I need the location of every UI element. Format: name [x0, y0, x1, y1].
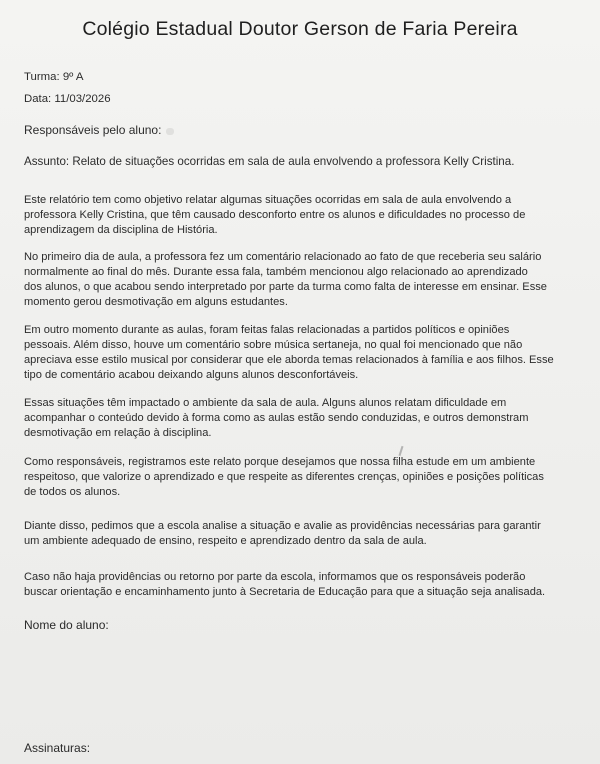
- paragraph-line: professora Kelly Cristina, que têm causado desconforto entre os alunos e dificuldades no processo de: [24, 209, 526, 221]
- paragraph-line: Essas situações têm impactado o ambiente da sala de aula. Alguns alunos relatam dificuldade em: [24, 397, 507, 409]
- paragraph-line: Diante disso, pedimos que a escola analise a situação e avalie as providências necessárias para garantir: [24, 520, 541, 532]
- paragraph-line: um ambiente adequado de ensino, respeito e aprendizado dentro da sala de aula.: [24, 535, 427, 547]
- student-name-label: Nome do aluno:: [24, 618, 109, 632]
- paragraph-line: acompanhar o conteúdo devido à forma como as aulas estão sendo conduzidas, e outros demonstram: [24, 412, 529, 424]
- paragraph-line: No primeiro dia de aula, a professora fez um comentário relacionado ao fato de que receberia seu salário: [24, 251, 542, 263]
- paragraph-4: [24, 396, 592, 441]
- turma-line: Turma: 9º A: [24, 71, 84, 83]
- paragraph-line: Este relatório tem como objetivo relatar algumas situações ocorridas em sala de aula envolvendo a: [24, 194, 512, 206]
- paragraph-line: Caso não haja providências ou retorno por parte da escola, informamos que os responsáveis poderão: [24, 571, 526, 583]
- signatures-label: Assinaturas:: [24, 741, 91, 755]
- paragraph-line: Como responsáveis, registramos este relato porque desejamos que nossa filha estude em um ambiente: [24, 456, 536, 468]
- paragraph-1: [24, 193, 592, 238]
- paragraph-line: buscar orientação e encaminhamento junto à Secretaria de Educação para que a situação seja analisada.: [24, 586, 546, 598]
- paragraph-5: [24, 455, 592, 500]
- paragraph-line: de todos os alunos.: [24, 486, 121, 498]
- paragraph-line: apreciava esse estilo musical por considerar que ele aborda temas relacionados à família e aos filhos. Esse: [24, 354, 554, 366]
- paragraph-line: desmotivação em relação à disciplina.: [24, 427, 212, 439]
- school-title: Colégio Estadual Doutor Gerson de Faria Pereira: [82, 18, 518, 40]
- responsaveis-line: Responsáveis pelo aluno:: [24, 123, 162, 137]
- redacted-mark: [166, 128, 174, 135]
- paragraph-line: normalmente ao final do mês. Durante essa fala, também mencionou algo relacionado ao aprendizado: [24, 266, 528, 278]
- date-line: Data: 11/03/2026: [24, 93, 111, 105]
- paragraph-line: respeitoso, que valorize o aprendizado e que respeite as diferentes crenças, opiniões e posições políticas: [24, 471, 544, 483]
- paragraph-line: dos alunos, o que acabou sendo interpretado por parte da turma como falta de interesse em ensinar. Esse: [24, 281, 547, 293]
- paragraph-line: tipo de comentário acabou deixando alguns alunos desconfortáveis.: [24, 369, 359, 381]
- paragraph-line: pessoais. Além disso, houve um comentário sobre música sertaneja, no qual foi mencionado que não: [24, 339, 523, 351]
- assunto-line: Assunto: Relato de situações ocorridas em sala de aula envolvendo a professora Kelly Cristina.: [24, 155, 515, 168]
- paragraph-7: [24, 570, 592, 600]
- paragraph-line: Em outro momento durante as aulas, foram feitas falas relacionadas a partidos políticos e opiniões: [24, 324, 510, 336]
- paragraph-2: [24, 250, 592, 310]
- paragraph-6: [24, 519, 592, 549]
- paragraph-line: aprendizagem da disciplina de História.: [24, 224, 218, 236]
- paragraph-line: momento gerou desmotivação em alguns estudantes.: [24, 296, 288, 308]
- paragraph-3: [24, 323, 592, 383]
